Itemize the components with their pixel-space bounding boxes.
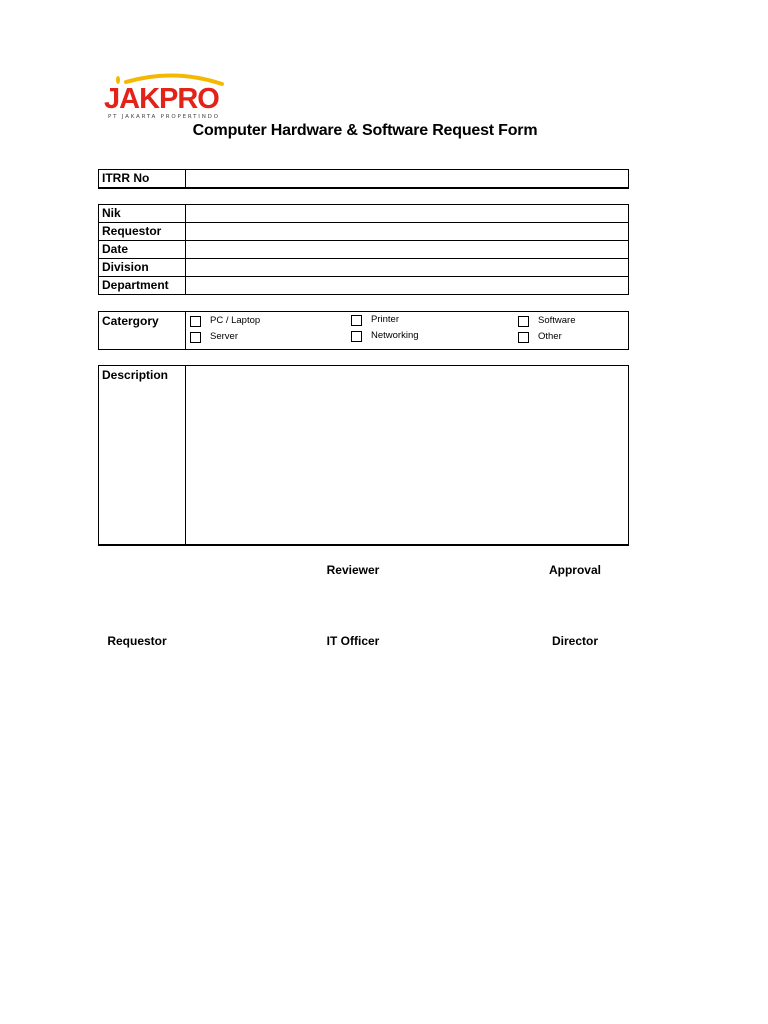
reviewer-heading: Reviewer <box>326 563 380 577</box>
pc-laptop-label: PC / Laptop <box>210 315 261 326</box>
nik-label: Nik <box>99 205 186 223</box>
category-option-pc-laptop[interactable] <box>190 315 260 327</box>
department-row <box>99 277 629 295</box>
logo-brand-text: JAKPRO <box>104 83 219 115</box>
requestor-info-table <box>98 204 629 295</box>
itrr-field[interactable] <box>186 170 629 189</box>
server-label: Server <box>210 331 238 342</box>
category-options-cell <box>186 312 629 350</box>
category-option-server[interactable] <box>190 331 238 343</box>
category-options <box>186 312 628 347</box>
itrr-row <box>99 170 629 189</box>
software-checkbox[interactable] <box>518 316 529 327</box>
category-option-software[interactable] <box>518 315 576 327</box>
category-option-printer[interactable] <box>351 314 399 326</box>
printer-label: Printer <box>371 314 399 325</box>
other-label: Other <box>538 331 562 342</box>
date-row <box>99 241 629 259</box>
printer-checkbox[interactable] <box>351 315 362 326</box>
division-value[interactable] <box>186 259 628 276</box>
nik-row <box>99 205 629 223</box>
approval-heading: Approval <box>548 563 601 577</box>
date-field[interactable] <box>186 241 629 259</box>
nik-field[interactable] <box>186 205 629 223</box>
description-row <box>99 366 629 546</box>
logo-tagline: PT JAKARTA PROPERTINDO <box>108 114 220 120</box>
date-value[interactable] <box>186 241 628 258</box>
director-signature-label: Director <box>551 634 598 648</box>
nik-value[interactable] <box>186 205 628 222</box>
itrr-label: ITRR No <box>99 170 186 189</box>
networking-label: Networking <box>371 330 419 341</box>
division-row <box>99 259 629 277</box>
category-label: Catergory <box>99 312 186 350</box>
jakpro-logo <box>104 70 240 126</box>
server-checkbox[interactable] <box>190 332 201 343</box>
date-label: Date <box>99 241 186 259</box>
division-label: Division <box>99 259 186 277</box>
description-table <box>98 365 629 546</box>
networking-checkbox[interactable] <box>351 331 362 342</box>
itrr-table <box>98 169 629 189</box>
page-title-text: Computer Hardware & Software Request Form <box>192 122 538 139</box>
page-title <box>0 122 768 140</box>
category-option-networking[interactable] <box>351 330 419 342</box>
department-value[interactable] <box>186 277 628 294</box>
pc-laptop-checkbox[interactable] <box>190 316 201 327</box>
division-field[interactable] <box>186 259 629 277</box>
other-checkbox[interactable] <box>518 332 529 343</box>
category-table <box>98 311 629 350</box>
category-row <box>99 312 629 350</box>
requestor-row <box>99 223 629 241</box>
itrr-value[interactable] <box>186 170 628 187</box>
logo-graphic <box>104 70 240 126</box>
requestor-field[interactable] <box>186 223 629 241</box>
software-label: Software <box>538 315 576 326</box>
requestor-label: Requestor <box>99 223 186 241</box>
requestor-value[interactable] <box>186 223 628 240</box>
department-label: Department <box>99 277 186 295</box>
description-value[interactable] <box>186 366 628 544</box>
description-label: Description <box>99 366 186 546</box>
description-field[interactable] <box>186 366 629 546</box>
category-option-other[interactable] <box>518 331 562 343</box>
requestor-signature-label: Requestor <box>107 634 167 648</box>
it-officer-signature-label: IT Officer <box>326 634 380 648</box>
department-field[interactable] <box>186 277 629 295</box>
